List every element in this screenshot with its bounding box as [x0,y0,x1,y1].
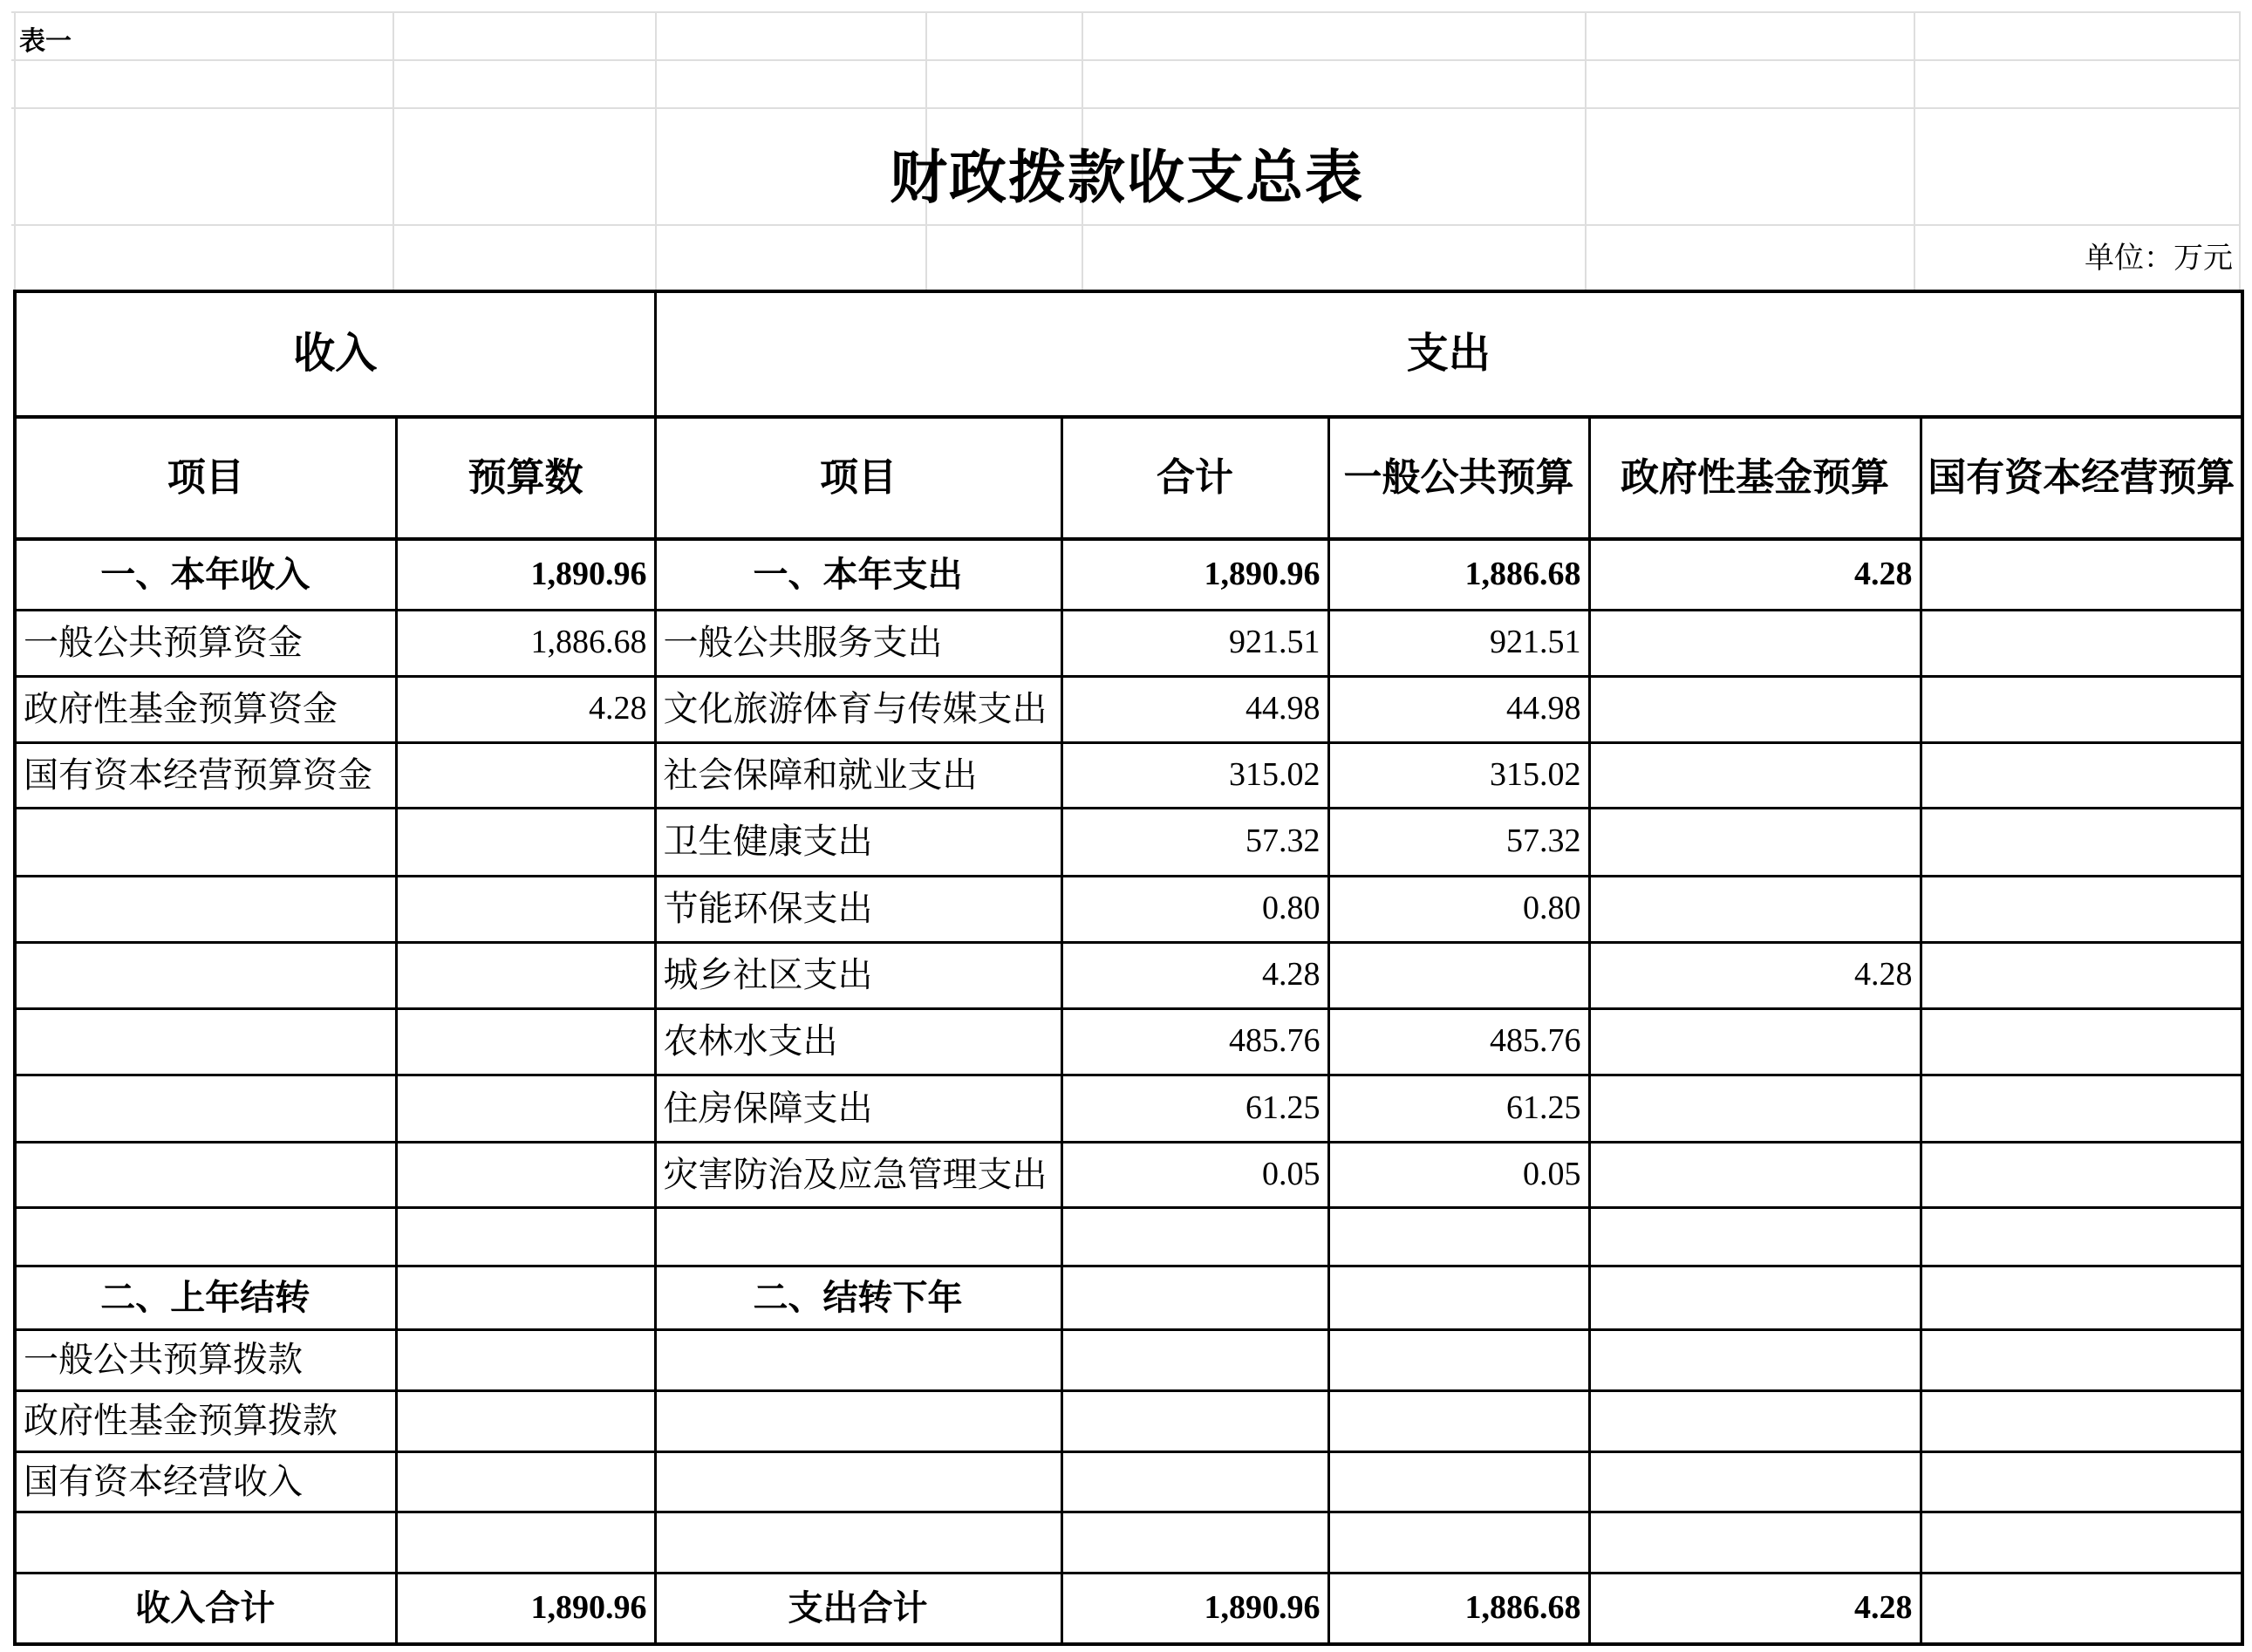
income-item-cell [15,1207,396,1266]
state-capital-budget-cell [1921,1142,2242,1207]
income-item-cell [15,876,396,942]
general-public-budget-cell: 44.98 [1328,676,1589,742]
expense-item-cell: 住房保障支出 [655,1075,1061,1142]
unit-note: 单位：万元 [2085,242,2233,275]
income-budget-cell [396,1008,655,1075]
page-title: 财政拨款收支总表 [890,147,1364,210]
state-capital-budget-cell [1921,1573,2242,1644]
income-budget-cell [396,942,655,1008]
table-row [15,942,2242,1008]
total-cell: 1,890.96 [1061,1573,1328,1644]
table-row [15,1390,2242,1451]
income-group-header: 收入 [15,291,655,417]
income-budget-cell [396,1512,655,1573]
government-fund-budget-cell [1589,742,1921,808]
government-fund-budget-cell [1589,1266,1921,1329]
government-fund-budget-cell [1589,808,1921,876]
expense-item-cell: 支出合计 [655,1573,1061,1644]
general-public-budget-cell: 315.02 [1328,742,1589,808]
expense-item-cell: 一、本年支出 [655,539,1061,610]
income-item-cell: 一般公共预算拨款 [15,1329,396,1390]
income-budget-cell [396,1390,655,1451]
income-item-cell: 一般公共预算资金 [15,610,396,676]
state-capital-budget-cell [1921,1390,2242,1451]
income-budget-cell [396,876,655,942]
income-budget-column-header: 预算数 [396,417,655,539]
state-capital-budget-cell [1921,1512,2242,1573]
table-row [15,676,2242,742]
spreadsheet-gridline [11,11,2241,13]
state-capital-budget-cell [1921,1075,2242,1142]
state-capital-budget-column-header: 国有资本经营预算 [1921,417,2242,539]
government-fund-budget-cell [1589,1512,1921,1573]
state-capital-budget-cell [1921,1329,2242,1390]
government-fund-budget-column-header: 政府性基金预算 [1589,417,1921,539]
expense-item-cell: 一般公共服务支出 [655,610,1061,676]
income-budget-cell [396,1266,655,1329]
table-row [15,1075,2242,1142]
state-capital-budget-cell [1921,1207,2242,1266]
government-fund-budget-cell [1589,610,1921,676]
spreadsheet-gridline [11,107,2241,109]
state-capital-budget-cell [1921,1451,2242,1512]
expense-item-cell: 节能环保支出 [655,876,1061,942]
total-cell [1061,1451,1328,1512]
income-budget-cell: 1,886.68 [396,610,655,676]
income-item-cell [15,1512,396,1573]
income-item-cell [15,808,396,876]
expense-item-cell: 灾害防治及应急管理支出 [655,1142,1061,1207]
government-fund-budget-cell: 4.28 [1589,1573,1921,1644]
table-row [15,1512,2242,1573]
general-public-budget-cell [1328,1329,1589,1390]
sheet-label: 表一 [19,27,72,56]
income-budget-cell [396,1451,655,1512]
income-item-cell: 收入合计 [15,1573,396,1644]
expense-item-cell: 二、结转下年 [655,1266,1061,1329]
expense-item-cell [655,1512,1061,1573]
total-column-header: 合计 [1061,417,1328,539]
government-fund-budget-cell [1589,1451,1921,1512]
income-budget-cell [396,1207,655,1266]
general-public-budget-cell: 921.51 [1328,610,1589,676]
state-capital-budget-cell [1921,808,2242,876]
total-cell: 315.02 [1061,742,1328,808]
table-row [15,1329,2242,1390]
table-row [15,808,2242,876]
total-cell: 1,890.96 [1061,539,1328,610]
table-row [15,1266,2242,1329]
spreadsheet-gridline [11,59,2241,61]
government-fund-budget-cell [1589,676,1921,742]
general-public-budget-cell: 57.32 [1328,808,1589,876]
table-row [15,742,2242,808]
income-item-column-header: 项目 [15,417,396,539]
income-budget-cell: 1,890.96 [396,1573,655,1644]
table-group-header-row [15,291,2242,417]
table-row [15,1008,2242,1075]
expense-item-cell: 城乡社区支出 [655,942,1061,1008]
total-cell [1061,1390,1328,1451]
table-row [15,1573,2242,1644]
total-cell [1061,1266,1328,1329]
state-capital-budget-cell [1921,742,2242,808]
total-cell: 0.05 [1061,1142,1328,1207]
income-item-cell: 二、上年结转 [15,1266,396,1329]
total-cell: 485.76 [1061,1008,1328,1075]
income-budget-cell: 1,890.96 [396,539,655,610]
general-public-budget-cell: 1,886.68 [1328,1573,1589,1644]
expense-item-column-header: 项目 [655,417,1061,539]
state-capital-budget-cell [1921,1266,2242,1329]
total-cell [1061,1512,1328,1573]
table-column-header-row [15,417,2242,539]
government-fund-budget-cell [1589,1390,1921,1451]
general-public-budget-column-header: 一般公共预算 [1328,417,1589,539]
table-row [15,1451,2242,1512]
government-fund-budget-cell [1589,1075,1921,1142]
table-row [15,1142,2242,1207]
general-public-budget-cell: 1,886.68 [1328,539,1589,610]
expense-item-cell: 农林水支出 [655,1008,1061,1075]
expense-item-cell [655,1390,1061,1451]
general-public-budget-cell: 61.25 [1328,1075,1589,1142]
government-fund-budget-cell [1589,1329,1921,1390]
income-item-cell: 政府性基金预算资金 [15,676,396,742]
general-public-budget-cell [1328,942,1589,1008]
expense-item-cell [655,1207,1061,1266]
income-item-cell [15,1075,396,1142]
table-row [15,1207,2242,1266]
state-capital-budget-cell [1921,876,2242,942]
total-cell: 57.32 [1061,808,1328,876]
income-item-cell: 政府性基金预算拨款 [15,1390,396,1451]
general-public-budget-cell [1328,1266,1589,1329]
total-cell: 4.28 [1061,942,1328,1008]
income-budget-cell [396,742,655,808]
income-budget-cell [396,1075,655,1142]
general-public-budget-cell: 485.76 [1328,1008,1589,1075]
expense-group-header: 支出 [655,291,2242,417]
government-fund-budget-cell [1589,876,1921,942]
total-cell: 44.98 [1061,676,1328,742]
general-public-budget-cell: 0.05 [1328,1142,1589,1207]
income-budget-cell [396,1142,655,1207]
income-item-cell: 国有资本经营预算资金 [15,742,396,808]
income-budget-cell: 4.28 [396,676,655,742]
general-public-budget-cell [1328,1207,1589,1266]
budget-table [13,290,2244,1646]
income-item-cell [15,942,396,1008]
government-fund-budget-cell: 4.28 [1589,942,1921,1008]
income-item-cell [15,1142,396,1207]
government-fund-budget-cell [1589,1207,1921,1266]
general-public-budget-cell [1328,1390,1589,1451]
expense-item-cell [655,1451,1061,1512]
income-budget-cell [396,1329,655,1390]
government-fund-budget-cell: 4.28 [1589,539,1921,610]
income-item-cell [15,1008,396,1075]
total-cell: 61.25 [1061,1075,1328,1142]
spreadsheet-gridline [11,224,2241,226]
table-row [15,610,2242,676]
total-cell: 921.51 [1061,610,1328,676]
state-capital-budget-cell [1921,610,2242,676]
state-capital-budget-cell [1921,676,2242,742]
income-budget-cell [396,808,655,876]
general-public-budget-cell [1328,1451,1589,1512]
income-item-cell: 国有资本经营收入 [15,1451,396,1512]
expense-item-cell: 社会保障和就业支出 [655,742,1061,808]
expense-item-cell: 卫生健康支出 [655,808,1061,876]
total-cell: 0.80 [1061,876,1328,942]
state-capital-budget-cell [1921,942,2242,1008]
table-row [15,876,2242,942]
government-fund-budget-cell [1589,1142,1921,1207]
general-public-budget-cell [1328,1512,1589,1573]
expense-item-cell: 文化旅游体育与传媒支出 [655,676,1061,742]
total-cell [1061,1207,1328,1266]
state-capital-budget-cell [1921,539,2242,610]
total-cell [1061,1329,1328,1390]
government-fund-budget-cell [1589,1008,1921,1075]
income-item-cell: 一、本年收入 [15,539,396,610]
state-capital-budget-cell [1921,1008,2242,1075]
general-public-budget-cell: 0.80 [1328,876,1589,942]
table-row [15,539,2242,610]
expense-item-cell [655,1329,1061,1390]
